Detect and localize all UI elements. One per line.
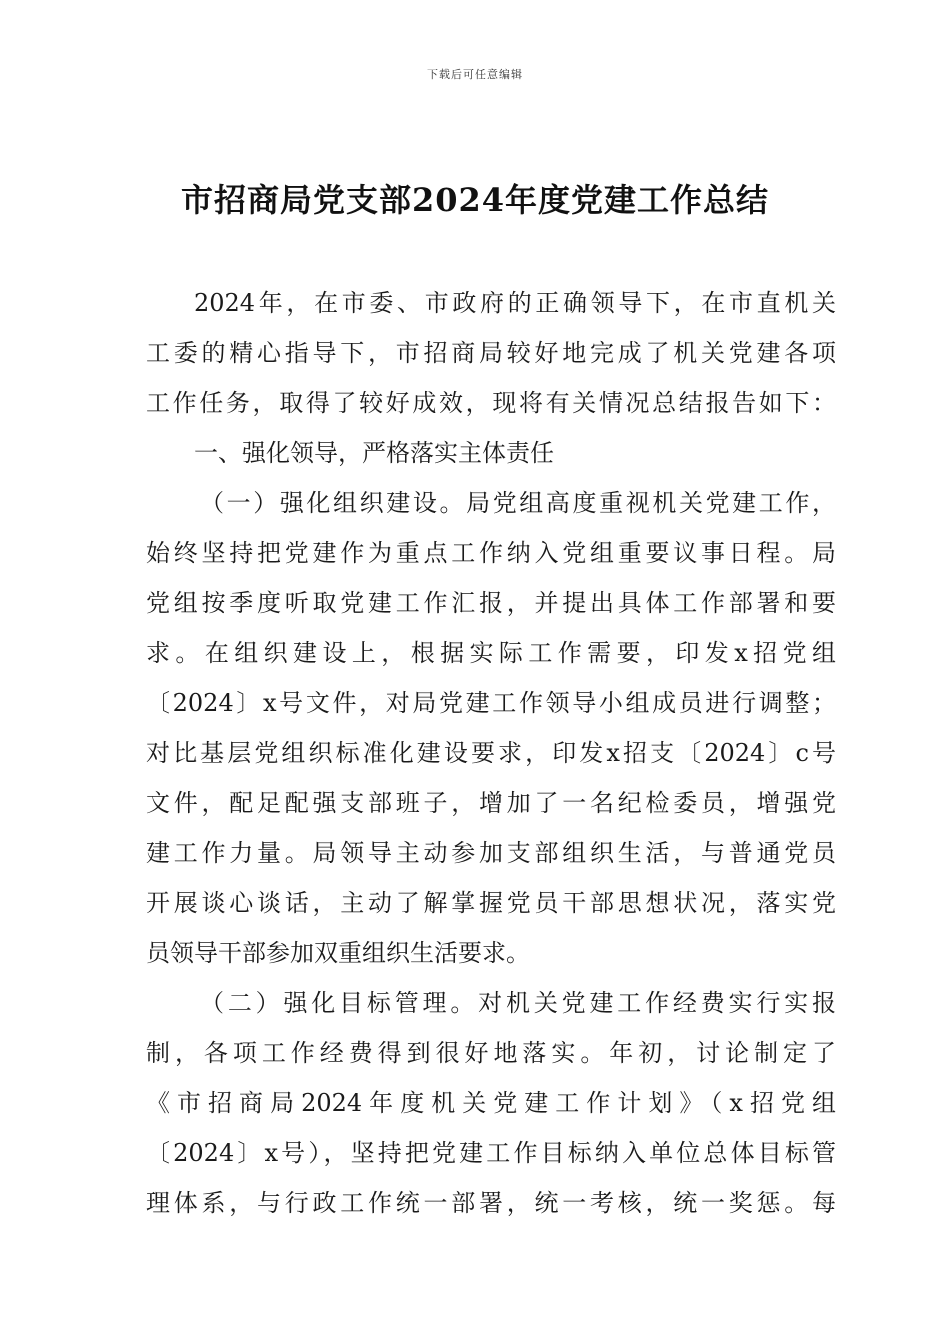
paragraph-line: 《市招商局2024年度机关党建工作计划》（x招党组 [146,1089,836,1117]
paragraph-line: 党组按季度听取党建工作汇报，并提出具体工作部署和要 [146,589,836,617]
document-body [146,278,836,1228]
paragraph-line: 〔2024〕x号），坚持把党建工作目标纳入单位总体目标管 [146,1139,836,1167]
paragraph-line: （一）强化组织建设。局党组高度重视机关党建工作， [200,489,836,517]
section-heading: 一、强化领导，严格落实主体责任 [194,439,554,467]
paragraph-line: 工作任务，取得了较好成效，现将有关情况总结报告如下： [146,389,836,417]
paragraph-line: 开展谈心谈话，主动了解掌握党员干部思想状况，落实党 [146,889,836,917]
paragraph-line: 始终坚持把党建作为重点工作纳入党组重要议事日程。局 [146,539,836,567]
header-note: 下载后可任意编辑 [427,68,523,81]
paragraph-line: 2024年，在市委、市政府的正确领导下，在市直机关 [194,289,836,317]
paragraph-line: 求。在组织建设上，根据实际工作需要，印发x招党组 [146,639,836,667]
document-title: 市招商局党支部2024年度党建工作总结 [180,181,770,219]
paragraph-line: （二）强化目标管理。对机关党建工作经费实行实报 [200,989,836,1017]
paragraph-line: 制，各项工作经费得到很好地落实。年初，讨论制定了 [146,1039,836,1067]
paragraph-line: 对比基层党组织标准化建设要求，印发x招支〔2024〕c号 [146,739,836,767]
paragraph-line: 员领导干部参加双重组织生活要求。 [146,939,530,967]
paragraph-line: 工委的精心指导下，市招商局较好地完成了机关党建各项 [146,339,836,367]
paragraph-line: 建工作力量。局领导主动参加支部组织生活，与普通党员 [146,839,836,867]
paragraph-line: 理体系，与行政工作统一部署，统一考核，统一奖惩。每 [146,1189,836,1217]
paragraph-line: 〔2024〕x号文件，对局党建工作领导小组成员进行调整； [146,689,836,717]
paragraph-line: 文件，配足配强支部班子，增加了一名纪检委员，增强党 [146,789,836,817]
